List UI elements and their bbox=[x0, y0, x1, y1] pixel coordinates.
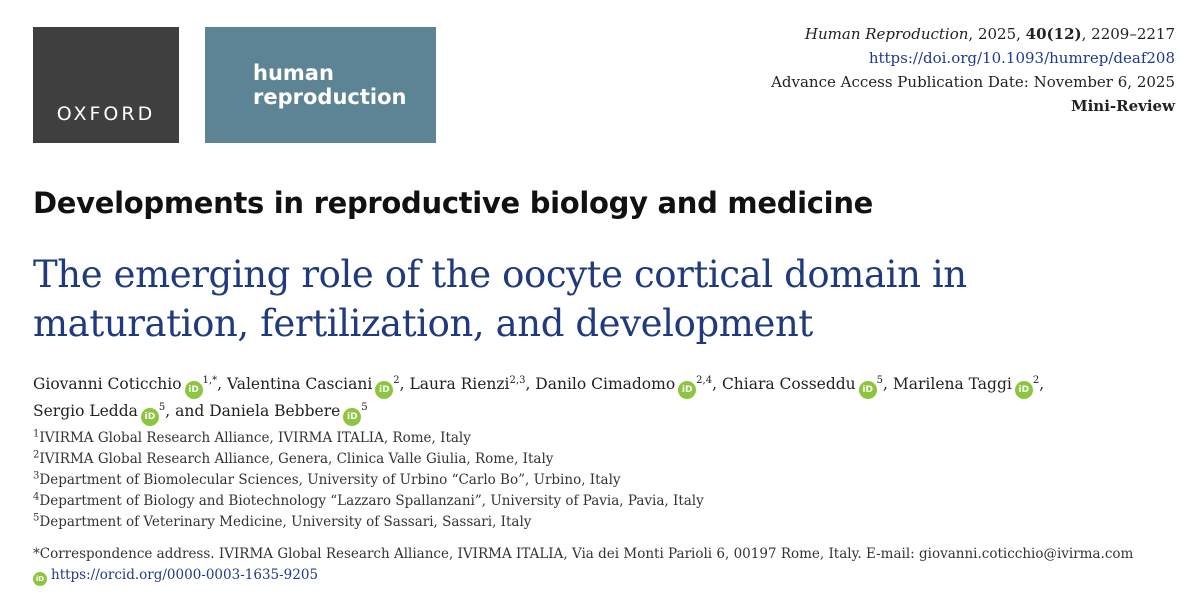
affiliation-text: Department of Biology and Biotechnology “Lazzaro Spallanzani”, University of Pavia, Pavia, Italy bbox=[39, 493, 704, 509]
author-name[interactable]: Marilena Taggi bbox=[892, 375, 1012, 393]
author-separator: , bbox=[525, 375, 536, 393]
affiliation-item bbox=[33, 470, 1133, 491]
affiliation-item bbox=[33, 428, 1133, 449]
oxford-logo-text: OXFORD bbox=[56, 103, 156, 125]
author-affiliation: 2 bbox=[393, 374, 400, 386]
author-separator: , bbox=[217, 375, 227, 393]
orcid-icon[interactable]: iD bbox=[141, 408, 159, 426]
author-affiliation: 5 bbox=[158, 401, 166, 413]
affiliation-text: Department of Veterinary Medicine, University of Sassari, Sassari, Italy bbox=[39, 514, 532, 530]
author-separator: , and bbox=[165, 402, 210, 420]
orcid-line bbox=[33, 565, 1183, 586]
journal-logo[interactable] bbox=[205, 27, 436, 143]
correspondence-address: *Correspondence address. IVIRMA Global Research Alliance, IVIRMA ITALIA, Via dei Monti Parioli 6, 00197 Rome, Italy. E-mail: giovanni.coticchio@ivirma.com bbox=[33, 546, 1134, 562]
affiliation-item bbox=[33, 512, 1133, 533]
affiliation-text: Department of Biomolecular Sciences, University of Urbino “Carlo Bo”, Urbino, Italy bbox=[39, 472, 621, 488]
journal-logo-line2: reproduction bbox=[253, 85, 407, 109]
author-name[interactable]: Chiara Cosseddu bbox=[721, 375, 856, 393]
author-affiliation: 5 bbox=[361, 401, 368, 413]
orcid-icon[interactable]: iD bbox=[33, 572, 47, 586]
publication-date: Advance Access Publication Date: November 6, 2025 bbox=[771, 73, 1175, 91]
author-separator: , bbox=[883, 375, 893, 393]
affiliation-number: 4 bbox=[33, 491, 40, 503]
affiliation-number: 1 bbox=[33, 428, 40, 440]
journal-logo-line1: human bbox=[253, 61, 334, 85]
page-range: , 2209–2217 bbox=[1081, 25, 1175, 43]
orcid-icon[interactable]: iD bbox=[185, 381, 203, 399]
author-affiliation: 2,4 bbox=[696, 374, 713, 386]
author-list bbox=[33, 372, 1183, 426]
citation-line bbox=[771, 22, 1175, 46]
author-name[interactable]: Laura Rienzi bbox=[409, 375, 510, 393]
affiliation-number: 3 bbox=[33, 470, 40, 482]
affiliation-text: IVIRMA Global Research Alliance, IVIRMA ITALIA, Rome, Italy bbox=[39, 430, 471, 446]
journal-info bbox=[771, 22, 1175, 118]
author-separator: , bbox=[399, 375, 410, 393]
orcid-icon[interactable]: iD bbox=[1015, 381, 1033, 399]
correspondence bbox=[33, 544, 1183, 586]
orcid-link[interactable]: https://orcid.org/0000-0003-1635-9205 bbox=[51, 567, 319, 583]
series-heading: Developments in reproductive biology and medicine bbox=[33, 186, 874, 220]
author-name[interactable]: Valentina Casciani bbox=[226, 375, 373, 393]
affiliation-text: IVIRMA Global Research Alliance, Genera, Clinica Valle Giulia, Rome, Italy bbox=[39, 451, 554, 467]
journal-name: Human Reproduction bbox=[804, 25, 969, 43]
author-affiliation: 2,3 bbox=[509, 374, 526, 386]
author-name[interactable]: Danilo Cimadomo bbox=[535, 375, 676, 393]
volume-issue: 40(12) bbox=[1025, 25, 1082, 43]
author-affiliation: 1,* bbox=[202, 374, 218, 386]
affiliation-item bbox=[33, 491, 1133, 512]
article-title: The emerging role of the oocyte cortical domain in maturation, fertilization, and development bbox=[33, 253, 967, 345]
author-name[interactable]: Daniela Bebbere bbox=[209, 402, 341, 420]
affiliation-list bbox=[33, 428, 1133, 533]
orcid-icon[interactable]: iD bbox=[859, 381, 877, 399]
oxford-logo[interactable] bbox=[33, 27, 179, 143]
affiliation-item bbox=[33, 449, 1133, 470]
author-separator: , bbox=[712, 375, 722, 393]
author-affiliation: 5 bbox=[876, 374, 884, 386]
affiliation-number: 5 bbox=[33, 512, 40, 524]
author-separator: , bbox=[1039, 375, 1045, 393]
affiliation-number: 2 bbox=[33, 449, 40, 461]
orcid-icon[interactable]: iD bbox=[343, 408, 361, 426]
orcid-icon[interactable]: iD bbox=[678, 381, 696, 399]
author-name[interactable]: Giovanni Coticchio bbox=[33, 375, 182, 393]
article-type: Mini-Review bbox=[1070, 97, 1175, 115]
doi-link[interactable]: https://doi.org/10.1093/humrep/deaf208 bbox=[868, 49, 1175, 67]
author-name[interactable]: Sergio Ledda bbox=[33, 402, 138, 420]
author-affiliation: 2 bbox=[1032, 374, 1040, 386]
orcid-icon[interactable]: iD bbox=[375, 381, 393, 399]
citation-year: , 2025, bbox=[968, 25, 1026, 43]
